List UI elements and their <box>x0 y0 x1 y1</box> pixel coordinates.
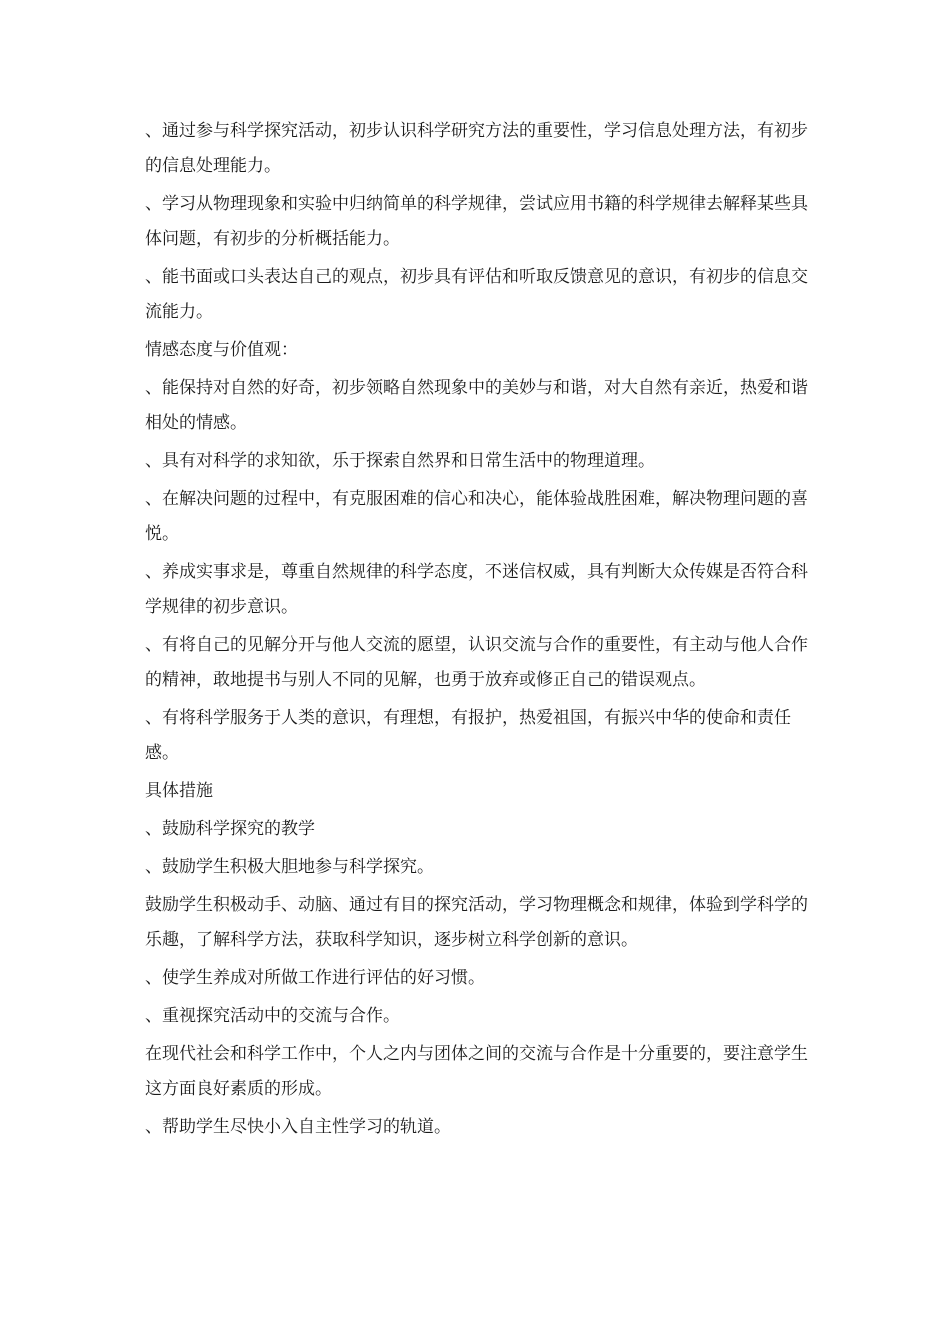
paragraph-18: 、帮助学生尽快小入自主性学习的轨道。 <box>145 1117 451 1137</box>
paragraph-1: 、通过参与科学探究活动，初步认识科学研究方法的重要性，学习信息处理方法，有初步的信息处理能力。 <box>145 121 808 176</box>
paragraph-6: 、具有对科学的求知欲，乐于探索自然界和日常生活中的物理道理。 <box>145 451 655 471</box>
document-body <box>145 114 810 1148</box>
paragraph-14: 鼓励学生积极动手、动脑、通过有目的探究活动，学习物理概念和规律，体验到学科学的乐趣，了解科学方法，获取科学知识，逐步树立科学创新的意识。 <box>145 895 808 950</box>
section-heading-attitude: 情感态度与价值观： <box>145 340 298 360</box>
section-heading-measures: 具体措施 <box>145 781 213 801</box>
paragraph-3: 、能书面或口头表达自己的观点，初步具有评估和听取反馈意见的意识，有初步的信息交流能力。 <box>145 267 808 322</box>
paragraph-15: 、使学生养成对所做工作进行评估的好习惯。 <box>145 968 485 988</box>
paragraph-8: 、养成实事求是，尊重自然规律的科学态度，不迷信权威，具有判断大众传媒是否符合科学规律的初步意识。 <box>145 562 808 617</box>
paragraph-13: 、鼓励学生积极大胆地参与科学探究。 <box>145 857 434 877</box>
paragraph-12: 、鼓励科学探究的教学 <box>145 819 315 839</box>
paragraph-16: 、重视探究活动中的交流与合作。 <box>145 1006 400 1026</box>
paragraph-10: 、有将科学服务于人类的意识，有理想，有报护，热爱祖国，有振兴中华的使命和责任感。 <box>145 708 791 763</box>
paragraph-5: 、能保持对自然的好奇，初步领略自然现象中的美妙与和谐，对大自然有亲近，热爱和谐相处的情感。 <box>145 378 808 433</box>
paragraph-9: 、有将自己的见解分开与他人交流的愿望，认识交流与合作的重要性，有主动与他人合作的精神，敢地提书与别人不同的见解，也勇于放弃或修正自己的错误观点。 <box>145 635 808 690</box>
paragraph-2: 、学习从物理现象和实验中归纳简单的科学规律，尝试应用书籍的科学规律去解释某些具体问题，有初步的分析概括能力。 <box>145 194 808 249</box>
paragraph-17: 在现代社会和科学工作中，个人之内与团体之间的交流与合作是十分重要的，要注意学生这方面良好素质的形成。 <box>145 1044 808 1099</box>
paragraph-7: 、在解决问题的过程中，有克服困难的信心和决心，能体验战胜困难，解决物理问题的喜悦。 <box>145 489 808 544</box>
